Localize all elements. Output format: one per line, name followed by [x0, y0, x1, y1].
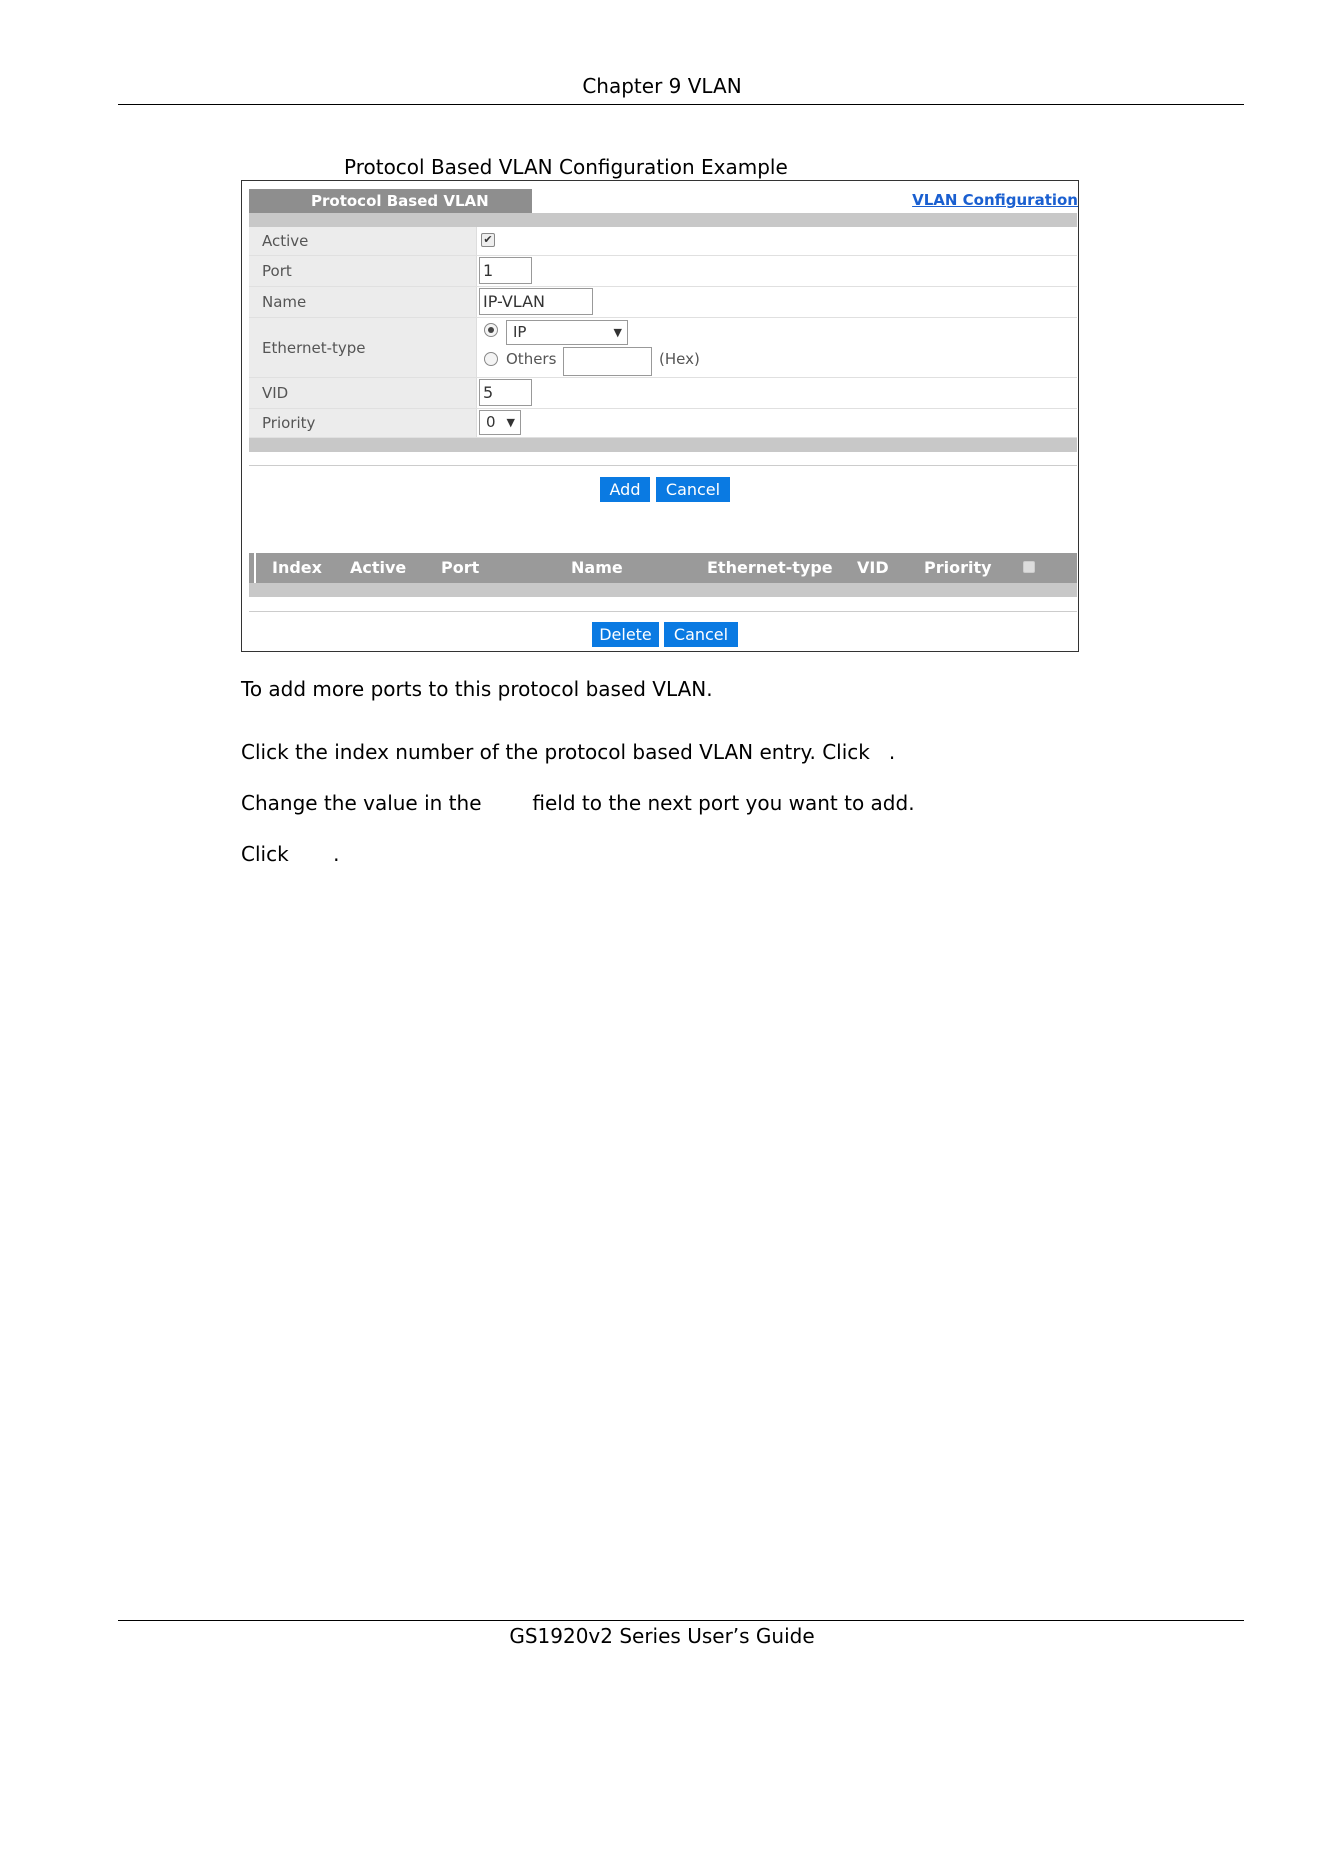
active-checkbox[interactable]: ✔: [481, 233, 495, 247]
vlan-configuration-link[interactable]: VLAN Configuration: [912, 191, 1078, 209]
hex-label: (Hex): [659, 350, 700, 368]
priority-label: Priority: [249, 409, 476, 437]
ethernet-ip-radio[interactable]: [484, 323, 498, 337]
port-label: Port: [249, 256, 476, 286]
col-index: Index: [272, 558, 322, 577]
row-priority: [249, 409, 1077, 438]
vid-label: VID: [249, 378, 476, 408]
step-2-text: Change the value in the field to the next port you want to add.: [241, 791, 915, 815]
chevron-down-icon: ▼: [613, 326, 622, 339]
priority-select[interactable]: [479, 410, 521, 435]
title-band: [249, 213, 1077, 227]
header-rule: [118, 104, 1244, 105]
priority-selected: 0: [486, 413, 496, 431]
vid-input[interactable]: 5: [479, 379, 532, 406]
intro-text: To add more ports to this protocol based VLAN.: [241, 677, 713, 701]
col-name: Name: [571, 558, 623, 577]
row-ethernet-type: [249, 318, 1077, 378]
name-input[interactable]: IP-VLAN: [479, 288, 593, 315]
col-port: Port: [441, 558, 480, 577]
row-name: [249, 287, 1077, 318]
select-all-checkbox[interactable]: [1023, 561, 1035, 573]
divider: [249, 465, 1077, 466]
cancel-button[interactable]: Cancel: [656, 477, 730, 502]
row-active: [249, 227, 1077, 256]
footer-rule: [118, 1620, 1244, 1621]
chapter-header: Chapter 9 VLAN: [582, 74, 742, 98]
row-vid: [249, 378, 1077, 409]
ethernet-type-select[interactable]: [506, 320, 628, 345]
table-cancel-button[interactable]: Cancel: [664, 622, 738, 647]
entries-table-header: [249, 553, 1077, 583]
col-ethernet-type: Ethernet-type: [707, 558, 833, 577]
page-footer: GS1920v2 Series User’s Guide: [509, 1624, 815, 1648]
col-vid: VID: [857, 558, 889, 577]
form-bottom-band: [249, 438, 1077, 452]
step-1-text: Click the index number of the protocol based VLAN entry. Click .: [241, 740, 896, 764]
panel-title: Protocol Based VLAN: [249, 189, 532, 213]
name-label: Name: [249, 287, 476, 317]
delete-button[interactable]: Delete: [592, 622, 659, 647]
port-input[interactable]: 1: [479, 257, 532, 284]
col-active: Active: [350, 558, 407, 577]
chevron-down-icon: ▼: [506, 416, 515, 429]
table-bottom-band: [249, 583, 1077, 597]
col-priority: Priority: [924, 558, 992, 577]
ethernet-type-selected: IP: [513, 323, 527, 341]
ethernet-type-label: Ethernet-type: [249, 318, 476, 377]
active-label: Active: [249, 227, 476, 255]
step-3-text: Click .: [241, 842, 340, 866]
others-label: Others: [506, 350, 557, 368]
others-hex-input[interactable]: [563, 347, 652, 376]
screenshot-frame: [241, 180, 1079, 652]
ethernet-others-radio[interactable]: [484, 352, 498, 366]
divider: [249, 611, 1077, 612]
figure-caption: Protocol Based VLAN Configuration Example: [344, 155, 788, 179]
add-button[interactable]: Add: [600, 477, 650, 502]
row-port: [249, 256, 1077, 287]
